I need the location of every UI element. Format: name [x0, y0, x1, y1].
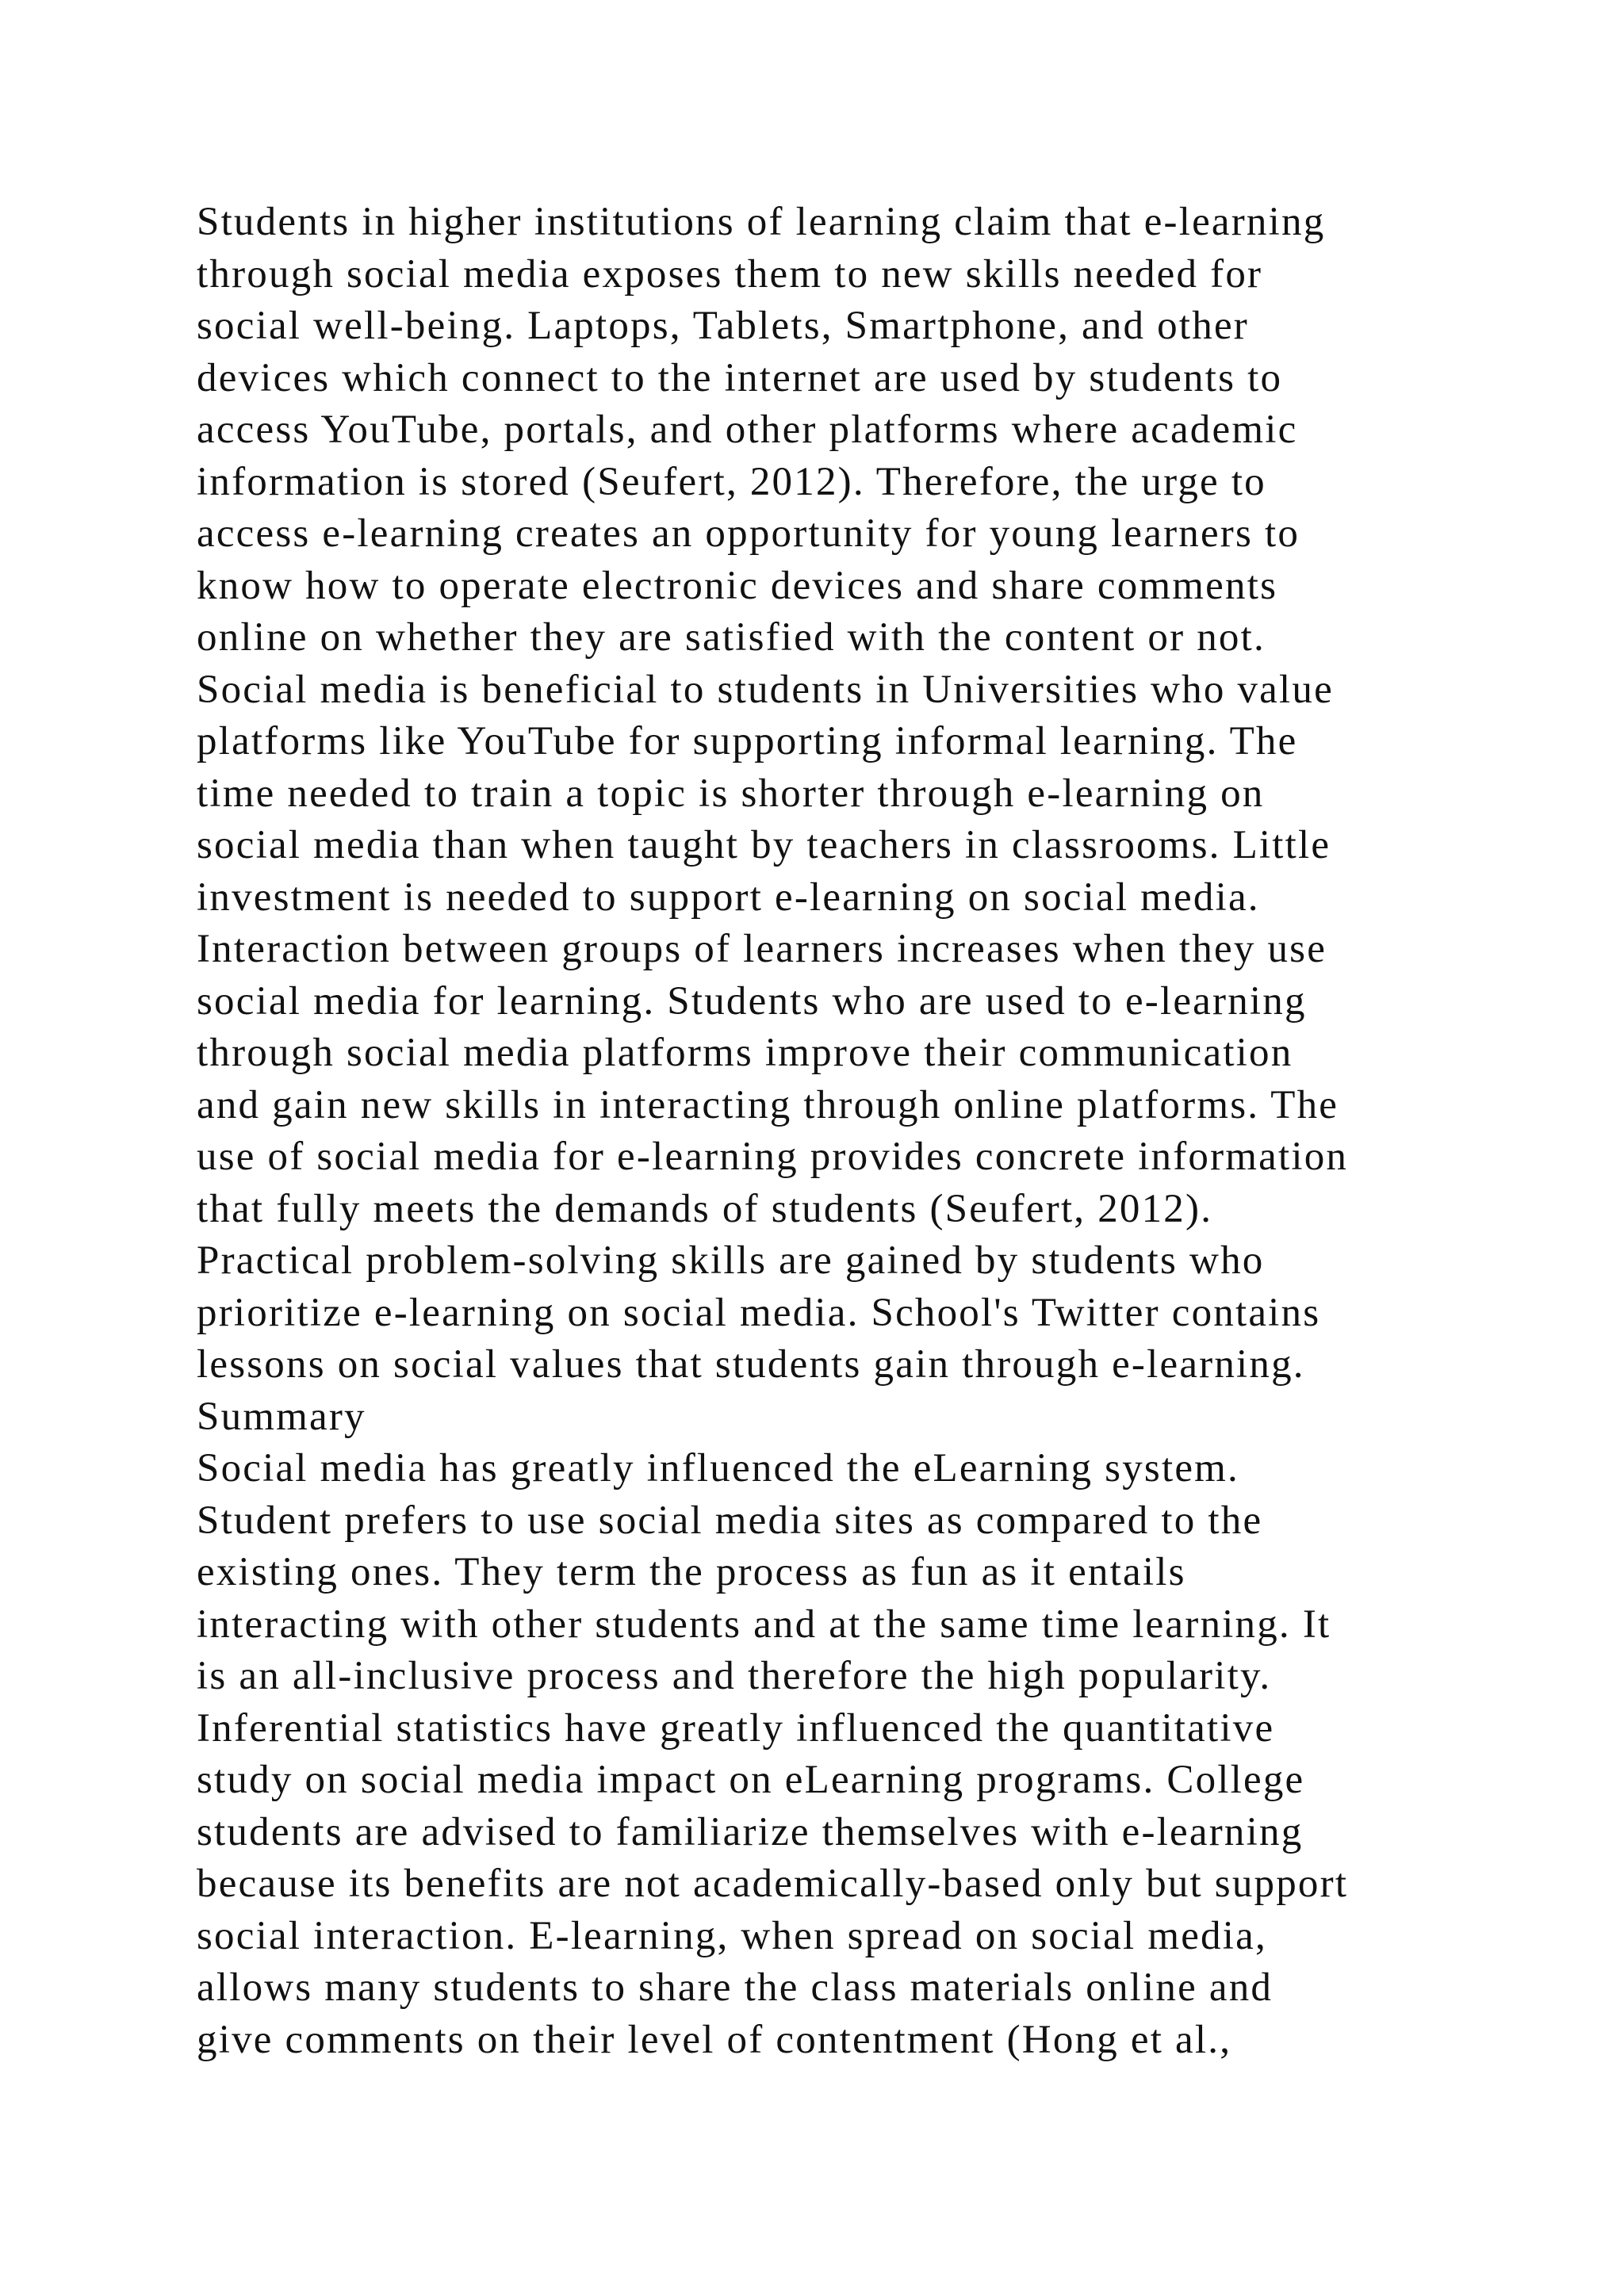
text-line: study on social media impact on eLearning programs. College: [197, 1758, 1305, 1802]
text-line: existing ones. They term the process as fun as it entails: [197, 1550, 1186, 1594]
text-line: time needed to train a topic is shorter through e-learning on: [197, 771, 1265, 816]
text-line: students are advised to familiarize themselves with e-learning: [197, 1809, 1304, 1854]
text-line: devices which connect to the internet are used by students to: [197, 355, 1283, 400]
text-line: use of social media for e-learning provides concrete information: [197, 1135, 1349, 1179]
text-line: social interaction. E-learning, when spread on social media,: [197, 1913, 1267, 1958]
text-line: social well-being. Laptops, Tablets, Smartphone, and other: [197, 304, 1249, 348]
text-line: platforms like YouTube for supporting informal learning. The: [197, 719, 1298, 763]
text-line: Social media has greatly influenced the eLearning system.: [197, 1446, 1239, 1490]
text-line: through social media exposes them to new skills needed for: [197, 251, 1263, 297]
text-line: allows many students to share the class materials online and: [197, 1965, 1274, 2010]
body-text: [197, 197, 1561, 2066]
text-line: give comments on their level of contentment (Hong et al.,: [197, 2017, 1232, 2062]
text-line: prioritize e-learning on social media. School's Twitter contains: [197, 1290, 1321, 1335]
text-line: is an all-inclusive process and therefore the high popularity.: [197, 1654, 1272, 1698]
text-line: online on whether they are satisfied with the content or not.: [197, 615, 1266, 660]
text-line: Social media is beneficial to students in Universities who value: [197, 667, 1334, 712]
text-line: social media for learning. Students who are used to e-learning: [197, 978, 1307, 1024]
text-line: and gain new skills in interacting through online platforms. The: [197, 1082, 1339, 1127]
text-line: because its benefits are not academically-based only but support: [197, 1862, 1349, 1906]
text-line: Practical problem-solving skills are gained by students who: [197, 1238, 1265, 1283]
text-line: that fully meets the demands of students (Seufert, 2012).: [197, 1186, 1213, 1231]
text-line: lessons on social values that students gain through e-learning.: [197, 1342, 1305, 1387]
text-line: investment is needed to support e-learning on social media.: [197, 874, 1260, 920]
text-line: social media than when taught by teachers in classrooms. Little: [197, 823, 1331, 867]
text-line: through social media platforms improve their communication: [197, 1031, 1293, 1075]
text-line: Interaction between groups of learners increases when they use: [197, 927, 1327, 971]
text-line: access e-learning creates an opportunity for young learners to: [197, 511, 1300, 556]
text-line: Student prefers to use social media sites as compared to the: [197, 1498, 1263, 1543]
text-line: access YouTube, portals, and other platforms where academic: [197, 408, 1298, 452]
text-line: Inferential statistics have greatly influenced the quantitative: [197, 1705, 1275, 1751]
text-line: information is stored (Seufert, 2012). Therefore, the urge to: [197, 459, 1266, 504]
text-line: know how to operate electronic devices and share comments: [197, 563, 1278, 608]
text-line: interacting with other students and at the same time learning. It: [197, 1601, 1331, 1647]
text-line: Students in higher institutions of learning claim that e-learning: [197, 200, 1326, 244]
section-heading-summary: Summary: [197, 1394, 366, 1439]
